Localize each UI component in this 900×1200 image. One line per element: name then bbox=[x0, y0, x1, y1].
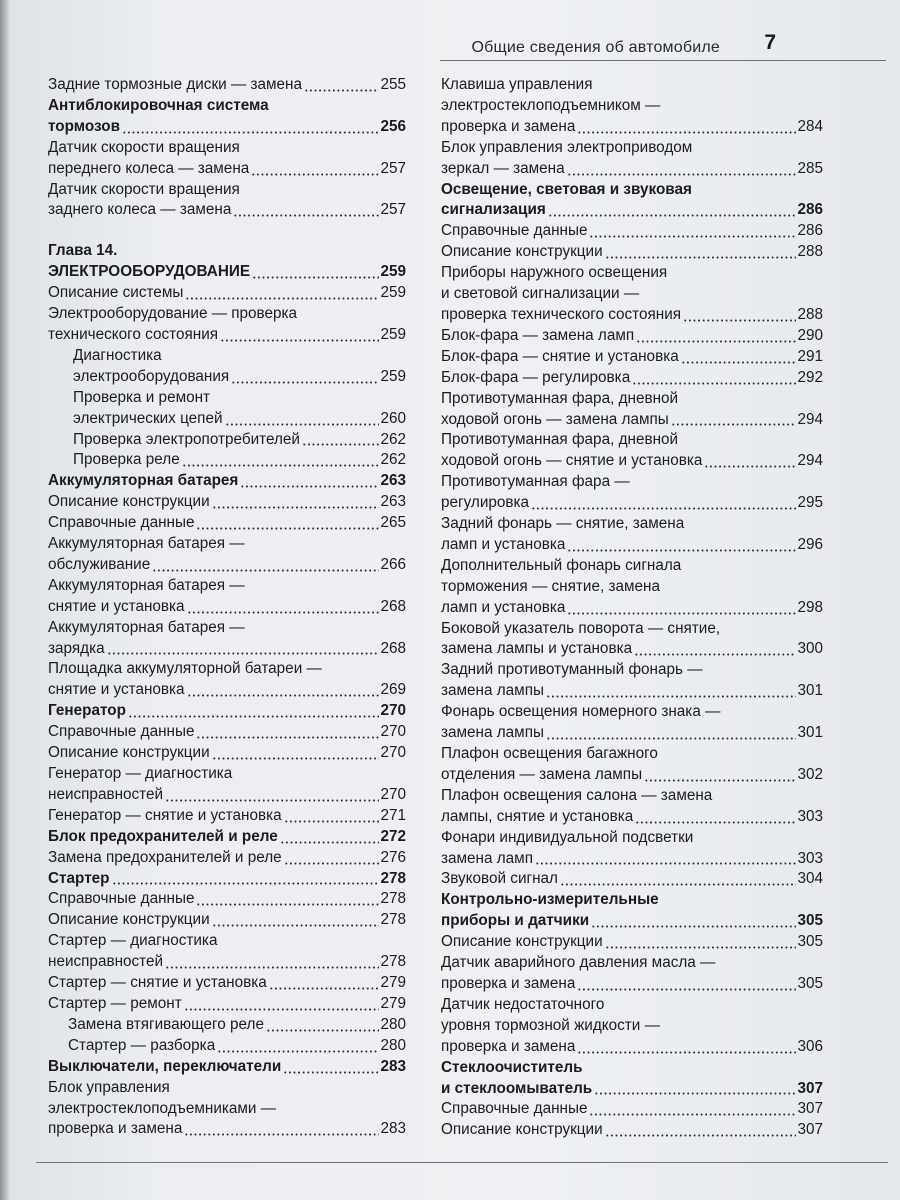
toc-entry bbox=[48, 869, 406, 890]
toc-page-number: 270 bbox=[380, 702, 406, 720]
toc-entry-title-line: отделения — замена лампы bbox=[441, 765, 643, 783]
toc-entry-title-line: Дополнительный фонарь сигнала bbox=[441, 556, 682, 574]
toc-entry bbox=[48, 848, 406, 869]
dot-leader bbox=[704, 465, 796, 468]
toc-entry-title-line: Фонарь освещения номерного знака — bbox=[441, 703, 721, 721]
toc-page-number: 303 bbox=[797, 807, 823, 825]
toc-entry-title-line: Звуковой сигнал bbox=[441, 870, 558, 888]
toc-page-number: 268 bbox=[380, 597, 406, 615]
toc-page-number: 294 bbox=[797, 410, 823, 428]
toc-entry-title-line: ходовой огонь — снятие и установка bbox=[441, 452, 703, 470]
toc-entry-title-line: Плафон освещения багажного bbox=[441, 745, 658, 762]
toc-page-number: 279 bbox=[380, 974, 406, 992]
toc-entry bbox=[48, 513, 406, 534]
toc-page-number: 270 bbox=[380, 785, 406, 803]
toc-entry-title-line: лампы, снятие и установка bbox=[441, 807, 634, 825]
toc-entry-title-line: заднего колеса — замена bbox=[48, 201, 232, 219]
dot-leader bbox=[182, 464, 380, 467]
toc-page-number: 262 bbox=[380, 430, 406, 448]
toc-page-number: 279 bbox=[380, 994, 406, 1012]
toc-entry-title-line: Стартер — разборка bbox=[68, 1036, 216, 1054]
toc-entry bbox=[48, 659, 406, 701]
toc-entry-title-line: Стеклоочиститель bbox=[441, 1058, 583, 1076]
toc-entry-title-line: проверка и замена bbox=[441, 117, 576, 135]
toc-page-number: 286 bbox=[797, 222, 823, 240]
toc-page-number: 283 bbox=[380, 1120, 406, 1138]
toc-entry bbox=[441, 368, 823, 389]
toc-entry bbox=[48, 1015, 406, 1036]
toc-page-number: 269 bbox=[380, 681, 406, 699]
toc-entry bbox=[441, 472, 823, 514]
toc-entry bbox=[48, 471, 406, 492]
toc-entry-title-line: обслуживание bbox=[48, 555, 151, 573]
toc-entry bbox=[48, 827, 406, 848]
page-binding-shadow bbox=[0, 0, 10, 1200]
dot-leader bbox=[681, 361, 797, 364]
toc-page-number: 259 bbox=[380, 263, 406, 281]
toc-page-number: 255 bbox=[380, 76, 406, 93]
toc-entry bbox=[48, 576, 406, 618]
dot-leader bbox=[548, 214, 797, 217]
dot-leader bbox=[577, 1051, 796, 1054]
toc-entry-title-line: ламп и установка bbox=[441, 535, 566, 553]
toc-entry-title-line: тормозов bbox=[48, 117, 121, 135]
toc-page-number: 271 bbox=[380, 806, 406, 824]
toc-page-number: 300 bbox=[797, 640, 823, 658]
dot-leader bbox=[605, 1134, 797, 1137]
dot-leader bbox=[187, 611, 380, 614]
toc-page-number: 278 bbox=[380, 911, 406, 929]
toc-entry bbox=[441, 556, 823, 619]
toc-page-number: 305 bbox=[797, 912, 823, 930]
toc-entry-title-line: проверка технического состояния bbox=[441, 305, 682, 323]
dot-leader bbox=[107, 652, 380, 655]
dot-leader bbox=[196, 903, 379, 906]
toc-entry bbox=[441, 138, 823, 180]
toc-entry-title-line: Генератор — снятие и установка bbox=[48, 806, 282, 824]
dot-leader bbox=[280, 841, 380, 844]
toc-entry-title-line: Блок управления bbox=[48, 1078, 170, 1096]
toc-entry-title-line: электростеклоподъемниками — bbox=[48, 1099, 277, 1117]
toc-page-number: 307 bbox=[797, 1100, 823, 1118]
dot-leader bbox=[567, 612, 796, 615]
toc-entry-title-line: Справочные данные bbox=[48, 723, 195, 741]
toc-entry-title-line: Блок-фара — замена ламп bbox=[441, 326, 635, 344]
toc-page-number: 266 bbox=[380, 555, 406, 573]
toc-page-number: 272 bbox=[380, 827, 406, 845]
toc-entry bbox=[441, 1058, 823, 1100]
toc-entry bbox=[441, 744, 823, 786]
toc-entry-title-line: Блок управления электроприводом bbox=[441, 138, 693, 156]
toc-entry bbox=[441, 514, 823, 556]
dot-leader bbox=[251, 173, 379, 176]
toc-entry-title-line: Антиблокировочная система bbox=[48, 96, 269, 114]
toc-entry bbox=[48, 973, 406, 994]
toc-entry-title-line: ходовой огонь — замена лампы bbox=[441, 410, 669, 428]
toc-entry bbox=[48, 994, 406, 1015]
toc-entry bbox=[441, 786, 823, 828]
toc-entry-title-line: зарядка bbox=[48, 639, 105, 657]
toc-page-number: 257 bbox=[380, 201, 406, 219]
toc-entry-title-line: Описание конструкции bbox=[441, 243, 603, 261]
toc-entry-title-line: Описание конструкции bbox=[441, 1121, 603, 1139]
toc-entry-title-line: Стартер bbox=[48, 869, 110, 887]
toc-entry-title-line: Задние тормозные диски — замена bbox=[48, 76, 302, 93]
toc-entry-title-line: Площадка аккумуляторной батареи — bbox=[48, 660, 322, 678]
toc-entry bbox=[441, 75, 823, 138]
dot-leader bbox=[284, 862, 380, 865]
toc-entry bbox=[48, 1057, 406, 1078]
toc-entry-title-line: зеркал — замена bbox=[441, 159, 565, 177]
toc-page-number: 298 bbox=[797, 598, 823, 616]
toc-entry bbox=[48, 722, 406, 743]
toc-page-number: 263 bbox=[380, 472, 406, 490]
toc-page-number: 288 bbox=[797, 243, 823, 261]
toc-entry-title-line: Противотуманная фара — bbox=[441, 473, 630, 491]
toc-entry-title-line: Блок предохранителей и реле bbox=[48, 827, 278, 845]
toc-page-number: 262 bbox=[380, 451, 406, 469]
toc-page-number: 305 bbox=[797, 974, 823, 992]
dot-leader bbox=[233, 214, 379, 217]
dot-leader bbox=[302, 443, 379, 446]
dot-leader bbox=[196, 736, 379, 739]
toc-page-number: 265 bbox=[380, 514, 406, 532]
toc-entry bbox=[48, 618, 406, 660]
toc-entry bbox=[48, 910, 406, 931]
toc-page-number: 270 bbox=[380, 744, 406, 762]
toc-entry-title-line: Описание конструкции bbox=[48, 911, 210, 929]
toc-entry-title-line: Контрольно-измерительные bbox=[441, 891, 659, 909]
dot-leader bbox=[240, 485, 379, 488]
dot-leader bbox=[283, 1071, 379, 1074]
toc-entry-title-line: приборы и датчики bbox=[441, 912, 590, 930]
toc-entry bbox=[441, 1120, 823, 1141]
toc-page-number: 263 bbox=[380, 493, 406, 511]
toc-entry bbox=[48, 450, 406, 471]
toc-entry bbox=[48, 304, 406, 346]
toc-entry-title-line: Справочные данные bbox=[48, 514, 195, 532]
toc-entry bbox=[48, 430, 406, 451]
toc-page-number: 259 bbox=[380, 367, 406, 385]
dot-leader bbox=[122, 131, 379, 134]
toc-page-number: 290 bbox=[797, 326, 823, 344]
toc-entry-title-line: Выключатели, переключатели bbox=[48, 1057, 282, 1075]
toc-entry-title-line: Электрооборудование — проверка bbox=[48, 305, 298, 323]
toc-entry-title-line: Аккумуляторная батарея — bbox=[48, 618, 245, 636]
dot-leader bbox=[225, 423, 380, 426]
toc-entry bbox=[48, 743, 406, 764]
dot-leader bbox=[683, 319, 796, 322]
dot-leader bbox=[632, 382, 796, 385]
toc-page-number: 256 bbox=[380, 117, 406, 135]
header-rule bbox=[440, 60, 886, 61]
dot-leader bbox=[128, 715, 379, 718]
dot-leader bbox=[636, 340, 796, 343]
dot-leader bbox=[152, 569, 379, 572]
toc-entry-title-line: Замена втягивающего реле bbox=[68, 1015, 264, 1033]
toc-entry-title-line: замена лампы bbox=[441, 682, 544, 700]
toc-entry-title-line: неисправностей bbox=[48, 953, 164, 971]
footer-rule bbox=[36, 1162, 888, 1163]
toc-page-number: 276 bbox=[380, 848, 406, 866]
running-header bbox=[440, 30, 880, 64]
toc-entry-title-line: Аккумуляторная батарея bbox=[48, 472, 239, 490]
toc-entry-title-line: регулировка bbox=[441, 494, 530, 512]
toc-page-number: 301 bbox=[797, 682, 823, 700]
toc-entry bbox=[48, 492, 406, 513]
dot-leader bbox=[212, 924, 380, 927]
toc-entry-title-line: Приборы наружного освещения bbox=[441, 264, 668, 282]
toc-entry bbox=[48, 75, 406, 96]
toc-page-number: 260 bbox=[380, 409, 406, 427]
toc-entry-title-line: замена лампы и установка bbox=[441, 640, 633, 658]
toc-page-number: 307 bbox=[797, 1121, 823, 1139]
toc-entry-title-line: Справочные данные bbox=[48, 890, 195, 908]
header-title: Общие сведения об автомобиле bbox=[471, 39, 720, 56]
toc-entry-title-line: Описание конструкции bbox=[48, 744, 210, 762]
dot-leader bbox=[634, 653, 796, 656]
dot-leader bbox=[671, 423, 797, 426]
toc-entry-title-line: замена ламп bbox=[441, 849, 533, 867]
toc-entry-title-line: проверка и замена bbox=[441, 1037, 576, 1055]
toc-entry-title-line: Датчик аварийного давления масла — bbox=[441, 954, 716, 972]
toc-page-number: 283 bbox=[380, 1057, 406, 1075]
toc-entry-title-line: проверка и замена bbox=[48, 1120, 183, 1138]
dot-leader bbox=[217, 1050, 379, 1053]
toc-page-number: 296 bbox=[797, 535, 823, 553]
toc-page-number: 302 bbox=[797, 765, 823, 783]
dot-leader bbox=[184, 1133, 379, 1136]
dot-leader bbox=[284, 820, 380, 823]
dot-leader bbox=[535, 862, 796, 865]
toc-entry-title-line: Противотуманная фара, дневной bbox=[441, 431, 679, 449]
dot-leader bbox=[220, 339, 379, 342]
toc-entry bbox=[441, 242, 823, 263]
dot-leader bbox=[304, 89, 379, 92]
page-number: 7 bbox=[764, 31, 776, 54]
toc-entry bbox=[441, 263, 823, 326]
toc-entry-title-line: Проверка и ремонт bbox=[73, 388, 211, 406]
toc-entry-title-line: электрических цепей bbox=[73, 409, 223, 427]
toc-page-number: 270 bbox=[380, 723, 406, 741]
toc-page-number: 285 bbox=[797, 159, 823, 177]
toc-entry-title-line: Аккумуляторная батарея — bbox=[48, 535, 245, 553]
toc-entry bbox=[48, 180, 406, 222]
dot-leader bbox=[605, 256, 797, 259]
dot-leader bbox=[231, 381, 379, 384]
toc-entry-title-line: Стартер — диагностика bbox=[48, 932, 218, 950]
toc-page-number: 280 bbox=[380, 1015, 406, 1033]
toc-page-number: 294 bbox=[797, 452, 823, 470]
toc-entry bbox=[48, 346, 406, 388]
toc-entry-title-line: Аккумуляторная батарея — bbox=[48, 576, 245, 594]
toc-entry bbox=[441, 1099, 823, 1120]
toc-entry bbox=[48, 138, 406, 180]
toc-entry-title-line: Боковой указатель поворота — снятие, bbox=[441, 619, 721, 637]
dot-leader bbox=[212, 757, 380, 760]
toc-entry bbox=[441, 828, 823, 870]
toc-entry-title-line: Глава 14. bbox=[48, 242, 118, 260]
toc-page-number: 278 bbox=[380, 869, 406, 887]
toc-page-number: 288 bbox=[797, 305, 823, 323]
toc-entry-title-line: Противотуманная фара, дневной bbox=[441, 389, 679, 407]
toc-page-number: 304 bbox=[797, 870, 823, 888]
toc-entry bbox=[48, 764, 406, 806]
dot-leader bbox=[546, 737, 796, 740]
toc-entry-title-line: Диагностика bbox=[73, 346, 162, 364]
toc-entry-title-line: Датчик скорости вращения bbox=[48, 138, 240, 156]
toc-entry bbox=[441, 660, 823, 702]
toc-entry-title-line: Плафон освещения салона — замена bbox=[441, 786, 713, 804]
dot-leader bbox=[165, 799, 379, 802]
dot-leader bbox=[187, 694, 380, 697]
toc-entry-title-line: Стартер — ремонт bbox=[48, 994, 182, 1012]
toc-entry-title-line: неисправностей bbox=[48, 785, 164, 803]
toc-entry-title-line: уровня тормозной жидкости — bbox=[441, 1016, 660, 1034]
toc-entry-title-line: и световой сигнализации — bbox=[441, 285, 640, 303]
dot-leader bbox=[577, 131, 796, 134]
toc-entry-title-line: торможения — снятие, замена bbox=[441, 577, 660, 595]
dot-leader bbox=[165, 966, 379, 969]
toc-entry bbox=[48, 1036, 406, 1057]
toc-page-number: 259 bbox=[380, 284, 406, 302]
toc-entry bbox=[441, 430, 823, 472]
toc-entry bbox=[48, 806, 406, 827]
toc-page-number: 306 bbox=[797, 1037, 823, 1055]
dot-leader bbox=[531, 507, 796, 510]
dot-leader bbox=[560, 883, 797, 886]
toc-page-number: 291 bbox=[797, 347, 823, 365]
toc-entry-title-line: Замена предохранителей и реле bbox=[48, 848, 282, 866]
toc-column-left bbox=[48, 75, 406, 1200]
toc-entry-title-line: проверка и замена bbox=[441, 974, 576, 992]
toc-entry-title-line: Задний противотуманный фонарь — bbox=[441, 661, 703, 679]
toc-entry bbox=[441, 180, 823, 222]
dot-leader bbox=[567, 549, 796, 552]
toc-page-number: 286 bbox=[797, 201, 823, 219]
toc-page-number: 301 bbox=[797, 724, 823, 742]
toc-entry-title-line: Клавиша управления bbox=[441, 76, 593, 93]
dot-leader bbox=[577, 988, 796, 991]
toc-entry-title-line: Справочные данные bbox=[441, 1100, 588, 1118]
toc-entry-title-line: снятие и установка bbox=[48, 681, 185, 699]
dot-leader bbox=[589, 1113, 796, 1116]
toc-entry bbox=[441, 619, 823, 661]
dot-leader bbox=[546, 695, 796, 698]
toc-entry-title-line: технического состояния bbox=[48, 325, 219, 343]
toc-entry bbox=[441, 932, 823, 953]
dot-leader bbox=[589, 235, 796, 238]
toc-entry-title-line: электростеклоподъемником — bbox=[441, 96, 661, 114]
toc-entry-title-line: Справочные данные bbox=[441, 222, 588, 240]
toc-entry-title-line: Описание конструкции bbox=[441, 933, 603, 951]
toc-column-right bbox=[441, 75, 823, 1200]
toc-entry-title-line: Описание конструкции bbox=[48, 493, 210, 511]
toc-entry-title-line: и стеклоомыватель bbox=[441, 1079, 593, 1097]
dot-leader bbox=[184, 1008, 380, 1011]
toc-entry bbox=[48, 96, 406, 138]
toc-page-number: 259 bbox=[380, 325, 406, 343]
toc-page-number: 303 bbox=[797, 849, 823, 867]
toc-entry-title-line: Генератор bbox=[48, 702, 126, 720]
toc-entry-title-line: Датчик скорости вращения bbox=[48, 180, 240, 198]
dot-leader bbox=[266, 1029, 379, 1032]
toc-entry-title-line: Освещение, световая и звуковая bbox=[441, 180, 692, 198]
toc-entry bbox=[48, 889, 406, 910]
toc-entry-title-line: ЭЛЕКТРООБОРУДОВАНИЕ bbox=[48, 263, 251, 281]
dot-leader bbox=[635, 821, 796, 824]
toc-entry bbox=[48, 701, 406, 722]
dot-leader bbox=[567, 173, 797, 176]
dot-leader bbox=[594, 1092, 796, 1095]
toc-entry bbox=[441, 389, 823, 431]
toc-page-number: 268 bbox=[380, 639, 406, 657]
toc-entry bbox=[48, 534, 406, 576]
toc-entry bbox=[441, 702, 823, 744]
toc-entry-title-line: Блок-фара — снятие и установка bbox=[441, 347, 679, 365]
toc-entry-title-line: Описание системы bbox=[48, 284, 184, 302]
dot-leader bbox=[212, 506, 380, 509]
dot-leader bbox=[269, 987, 380, 990]
toc-entry-title-line: сигнализация bbox=[441, 201, 546, 219]
toc-entry-title-line: Проверка электропотребителей bbox=[73, 430, 300, 448]
dot-leader bbox=[196, 527, 379, 530]
toc-entry-title-line: Задний фонарь — снятие, замена bbox=[441, 515, 685, 533]
toc-entry-title-line: снятие и установка bbox=[48, 597, 185, 615]
toc-entry-title-line: Блок-фара — регулировка bbox=[441, 368, 631, 386]
toc-page-number: 295 bbox=[797, 494, 823, 512]
toc-page-number: 278 bbox=[380, 890, 406, 908]
toc-entry bbox=[441, 995, 823, 1058]
toc-entry-title-line: ламп и установка bbox=[441, 598, 566, 616]
toc-entry bbox=[48, 388, 406, 430]
toc-entry bbox=[441, 221, 823, 242]
dot-leader bbox=[644, 779, 796, 782]
toc-entry bbox=[48, 241, 406, 283]
toc-entry-title-line: электрооборудования bbox=[73, 367, 230, 385]
dot-leader bbox=[252, 276, 379, 279]
toc-entry bbox=[441, 347, 823, 368]
toc-page-number: 257 bbox=[380, 159, 406, 177]
toc-page-number: 278 bbox=[380, 953, 406, 971]
toc-entry bbox=[441, 326, 823, 347]
toc-page-number: 292 bbox=[797, 368, 823, 386]
toc-entry-title-line: Стартер — снятие и установка bbox=[48, 974, 267, 992]
toc-page-number: 307 bbox=[797, 1079, 823, 1097]
toc-entry bbox=[48, 931, 406, 973]
toc-entry bbox=[441, 890, 823, 932]
toc-entry-title-line: Генератор — диагностика bbox=[48, 765, 233, 782]
toc-page-number: 284 bbox=[797, 117, 823, 135]
dot-leader bbox=[185, 297, 379, 300]
dot-leader bbox=[591, 925, 796, 928]
toc-entry bbox=[48, 1078, 406, 1141]
toc-entry-title-line: Проверка реле bbox=[73, 451, 180, 469]
toc-entry-title-line: Датчик недостаточного bbox=[441, 995, 605, 1013]
toc-entry-title-line: Фонари индивидуальной подсветки bbox=[441, 828, 694, 846]
toc-page-number: 305 bbox=[797, 933, 823, 951]
toc-entry bbox=[48, 283, 406, 304]
toc-entry bbox=[441, 869, 823, 890]
toc-entry-title-line: переднего колеса — замена bbox=[48, 159, 250, 177]
toc-entry bbox=[441, 953, 823, 995]
toc-entry-title-line: замена лампы bbox=[441, 724, 544, 742]
toc-page-number: 280 bbox=[380, 1036, 406, 1054]
dot-leader bbox=[112, 882, 380, 885]
dot-leader bbox=[605, 946, 797, 949]
